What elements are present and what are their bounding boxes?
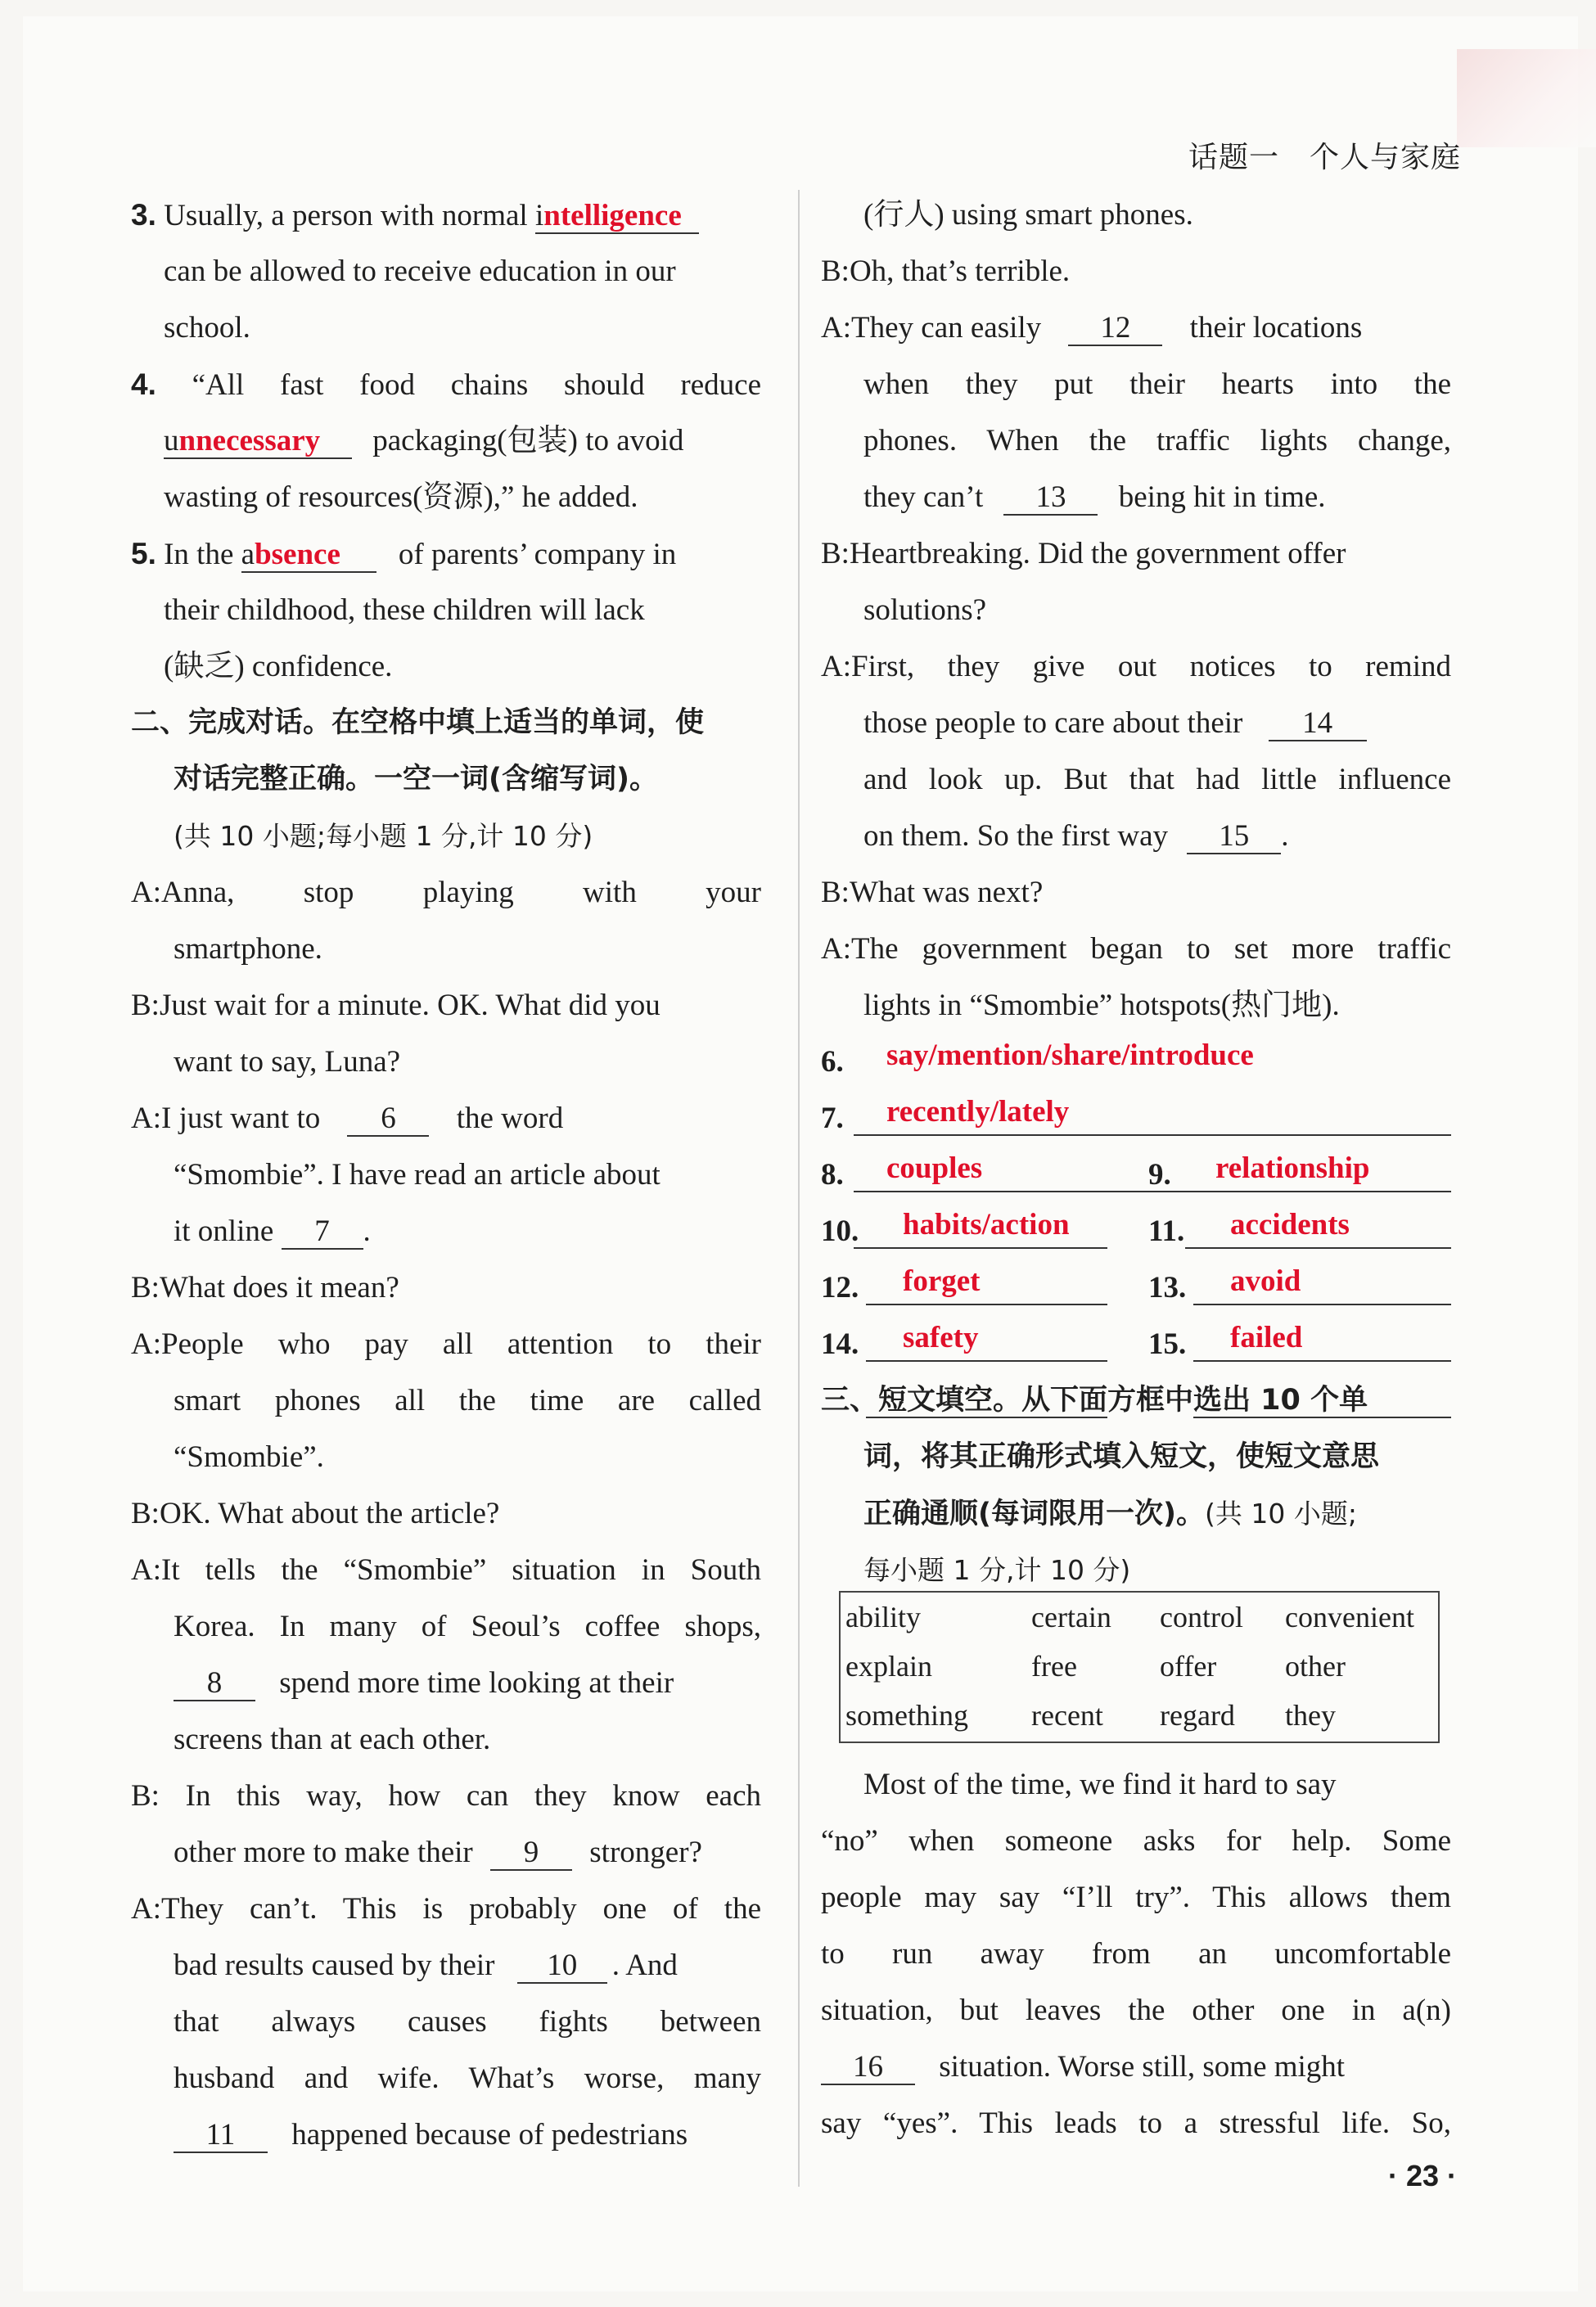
answer-text: habits/action: [903, 1208, 1070, 1241]
dialog-line: husband and wife. What’s worse, many: [174, 2061, 761, 2095]
dialog-text: happened because of pedestrians: [291, 2118, 688, 2152]
answer-row: [821, 1203, 1451, 1259]
q5-line2: their childhood, these children will lack: [164, 593, 645, 627]
dialog-line: lights in “Smombie” hotspots(热门地).: [863, 989, 1340, 1022]
period: .: [363, 1214, 371, 1248]
answer-text: safety: [903, 1321, 979, 1354]
section3-scoring-line: 每小题 1 分,计 10 分): [863, 1554, 1131, 1586]
dialog-line: [131, 1937, 761, 1994]
q5-text2: of parents’ company in: [398, 538, 677, 571]
answer-number: 6.: [821, 1045, 844, 1079]
word-bank-item: recent: [1031, 1699, 1103, 1732]
word-bank-item: other: [1285, 1650, 1346, 1683]
q5-blank[interactable]: [241, 538, 376, 573]
dialog-text: being hit in time.: [1118, 480, 1326, 514]
dialog-text: on them. So the first way: [863, 819, 1169, 853]
dialog-line: B:Oh, that’s terrible.: [821, 255, 1071, 288]
q5-line1: [131, 525, 761, 582]
section3-title-line2: 词，将其正确形式填入短文，使短文意思: [863, 1440, 1380, 1473]
section2-title-line1: 二、完成对话。在空格中填上适当的单词，使: [131, 706, 705, 739]
dialog-line: A:First, they give out notices to remind: [821, 650, 1451, 683]
q4-line1: [131, 356, 761, 412]
blank-13[interactable]: 13: [1003, 481, 1098, 516]
dialog-line: smart phones all the time are called: [174, 1384, 761, 1417]
dialog-line: [821, 808, 1451, 864]
dialog-line: [821, 300, 1451, 356]
dialog-line: B: In this way, how can they know each: [131, 1779, 761, 1813]
answer-text: accidents: [1230, 1208, 1350, 1241]
blank-10[interactable]: 10: [517, 1949, 607, 1984]
answer-number: 11.: [1148, 1214, 1185, 1248]
word-bank-item: they: [1285, 1699, 1336, 1732]
answer-text: couples: [886, 1151, 983, 1185]
dialog-line: phones. When the traffic lights change,: [863, 424, 1451, 457]
dialog-line: B:What does it mean?: [131, 1271, 399, 1304]
answer-row: [821, 1316, 1451, 1372]
dialog-line: A:Anna, stop playing with your: [131, 876, 761, 909]
word-bank-item: something: [845, 1699, 968, 1732]
dialog-line: and look up. But that had little influence: [863, 763, 1451, 796]
dialog-line: [821, 695, 1451, 751]
dialog-line: “Smombie”.: [174, 1440, 324, 1474]
q4-text2: packaging(包装) to avoid: [372, 424, 684, 457]
dialog-line: [131, 1824, 761, 1881]
word-bank-item: explain: [845, 1650, 932, 1683]
word-bank-item: regard: [1160, 1699, 1235, 1732]
dialog-text: stronger?: [589, 1836, 702, 1869]
answer-number: 8.: [821, 1158, 844, 1192]
dialog-line: [131, 1203, 761, 1259]
q3-blank[interactable]: [535, 200, 699, 234]
section2-scoring: (共 10 小题;每小题 1 分,计 10 分): [174, 820, 593, 852]
blank-7[interactable]: 7: [282, 1215, 363, 1250]
passage-text: situation. Worse still, some might: [939, 2050, 1346, 2084]
q5-line3: (缺乏) confidence.: [164, 650, 393, 683]
q4-text: “All fast food chains should reduce: [192, 368, 761, 402]
dialog-text: they can’t: [863, 480, 984, 514]
dialog-text: spend more time looking at their: [279, 1666, 674, 1700]
word-bank-row: [841, 1642, 1438, 1691]
blank-8[interactable]: 8: [174, 1667, 255, 1701]
passage-line: [821, 2039, 1451, 2095]
word-bank-item: control: [1160, 1601, 1243, 1633]
dialog-line: B:Just wait for a minute. OK. What did you: [131, 989, 660, 1022]
answer-text: say/mention/share/introduce: [886, 1039, 1254, 1072]
right-column: [821, 187, 1451, 1598]
q4-blank[interactable]: [164, 425, 352, 459]
q4-number: 4.: [131, 367, 156, 401]
word-bank-row: [841, 1691, 1438, 1740]
word-bank-item: offer: [1160, 1650, 1217, 1683]
passage-line: “no” when someone asks for help. Some: [821, 1824, 1451, 1858]
answer-text: avoid: [1230, 1264, 1301, 1298]
dialog-line: Korea. In many of Seoul’s coffee shops,: [174, 1610, 761, 1643]
answer-number: 13.: [1148, 1271, 1187, 1304]
dialog-line: solutions?: [863, 593, 987, 627]
passage: [821, 1756, 1451, 2152]
section3-title-part: 正确通顺(每词限用一次)。: [863, 1498, 1205, 1530]
answer-text: failed: [1230, 1321, 1303, 1354]
answer-number: 9.: [1148, 1158, 1171, 1192]
dialog-line: A:The government began to set more traffic: [821, 932, 1451, 966]
dialog-line: “Smombie”. I have read an article about: [174, 1158, 660, 1192]
page-number: · 23 ·: [1387, 2159, 1457, 2192]
q3-number: 3.: [131, 198, 156, 232]
dialog-line: B:What was next?: [821, 876, 1044, 909]
q3-answer: ntelligence: [543, 199, 682, 232]
dialog-line: B:Heartbreaking. Did the government offer: [821, 537, 1346, 570]
q3-line3: school.: [164, 311, 250, 345]
word-bank-item: certain: [1031, 1601, 1111, 1633]
dialog-text: bad results caused by their: [174, 1949, 495, 1982]
q5-text: In the: [164, 538, 241, 571]
dialog-line: [131, 2106, 761, 2163]
answer-text: relationship: [1215, 1151, 1370, 1185]
answer-text: recently/lately: [886, 1095, 1070, 1129]
answer-number: 14.: [821, 1327, 859, 1361]
q3-line2: can be allowed to receive education in our: [164, 255, 676, 288]
blank-6[interactable]: 6: [347, 1102, 429, 1137]
passage-line: Most of the time, we find it hard to say: [863, 1768, 1337, 1801]
answer-row: [821, 1147, 1451, 1203]
blank-15[interactable]: 15: [1187, 820, 1281, 854]
q4-line3: wasting of resources(资源),” he added.: [164, 480, 638, 514]
passage-line: situation, but leaves the other one in a(n): [821, 1994, 1451, 2027]
section3-scoring: (共 10 小题;: [1205, 1498, 1357, 1530]
dialog-line: screens than at each other.: [174, 1723, 491, 1756]
q3-line1: [131, 187, 761, 243]
answer-number: 10.: [821, 1214, 859, 1248]
q3-letter: i: [534, 199, 544, 232]
blank-9[interactable]: 9: [490, 1836, 572, 1871]
dialog-line: when they put their hearts into the: [863, 367, 1451, 401]
column-divider: [798, 190, 800, 2187]
dialog-text: their locations: [1189, 311, 1363, 345]
dialog-line: (行人) using smart phones.: [863, 198, 1193, 232]
dialog-text: the word: [456, 1102, 564, 1135]
dialog-line: A:They can’t. This is probably one of the: [131, 1892, 761, 1926]
q5-number: 5.: [131, 537, 156, 570]
dialog-text: other more to make their: [174, 1836, 473, 1869]
section3-title-line1: 三、短文填空。从下面方框中选出 10 个单: [821, 1384, 1368, 1417]
passage-line: to run away from an uncomfortable: [821, 1937, 1451, 1971]
dialog-text: A:I just want to: [131, 1102, 321, 1135]
dialog-line: smartphone.: [174, 932, 322, 966]
q4-answer: nnecessary: [178, 424, 321, 457]
word-bank-row: [841, 1593, 1438, 1642]
period: .: [1281, 819, 1289, 853]
dialog-text: . And: [611, 1949, 678, 1982]
left-column: [131, 187, 761, 2163]
blank-16[interactable]: 16: [821, 2051, 915, 2085]
answer-number: 15.: [1148, 1327, 1187, 1361]
section2-title-line2: 对话完整正确。一空一词(含缩写词)。: [174, 763, 658, 795]
answer-text: forget: [903, 1264, 981, 1298]
q4-letter: u: [164, 424, 179, 457]
section3-title-line3: [821, 1485, 1451, 1542]
dialog-line: A:It tells the “Smombie” situation in South: [131, 1553, 761, 1587]
answer-number: 7.: [821, 1102, 844, 1135]
word-bank-item: convenient: [1285, 1601, 1414, 1633]
answer-row: [821, 1090, 1451, 1147]
answer-row: [821, 1034, 1451, 1090]
word-bank-box: [839, 1591, 1440, 1743]
word-bank-item: ability: [845, 1601, 921, 1633]
word-bank-item: free: [1031, 1650, 1077, 1683]
answer-number: 12.: [821, 1271, 859, 1304]
dialog-line: [131, 1655, 761, 1711]
q4-line2: [131, 412, 761, 469]
q3-text: Usually, a person with normal: [164, 199, 535, 232]
passage-line: say “yes”. This leads to a stressful life. So,: [821, 2106, 1451, 2140]
dialog-line: [131, 1090, 761, 1147]
corner-smudge: [1457, 49, 1596, 147]
dialog-text: it online: [174, 1214, 274, 1248]
topic-header: 话题一 个人与家庭: [1188, 141, 1461, 174]
answer-row: [821, 1259, 1451, 1316]
passage-line: people may say “I’ll try”. This allows them: [821, 1881, 1451, 1914]
dialog-text: those people to care about their: [863, 706, 1243, 740]
dialog-line: B:OK. What about the article?: [131, 1497, 500, 1530]
dialog-line: that always causes fights between: [174, 2005, 761, 2039]
blank-11[interactable]: 11: [174, 2119, 268, 2153]
dialog-line: A:People who pay all attention to their: [131, 1327, 761, 1361]
q5-answer: bsence: [255, 538, 340, 571]
blank-14[interactable]: 14: [1269, 707, 1367, 741]
dialog-line: [821, 469, 1451, 525]
blank-12[interactable]: 12: [1068, 312, 1162, 346]
q5-letter: a: [241, 538, 255, 571]
dialog-text: A:They can easily: [821, 311, 1042, 345]
dialog-line: want to say, Luna?: [174, 1045, 401, 1079]
